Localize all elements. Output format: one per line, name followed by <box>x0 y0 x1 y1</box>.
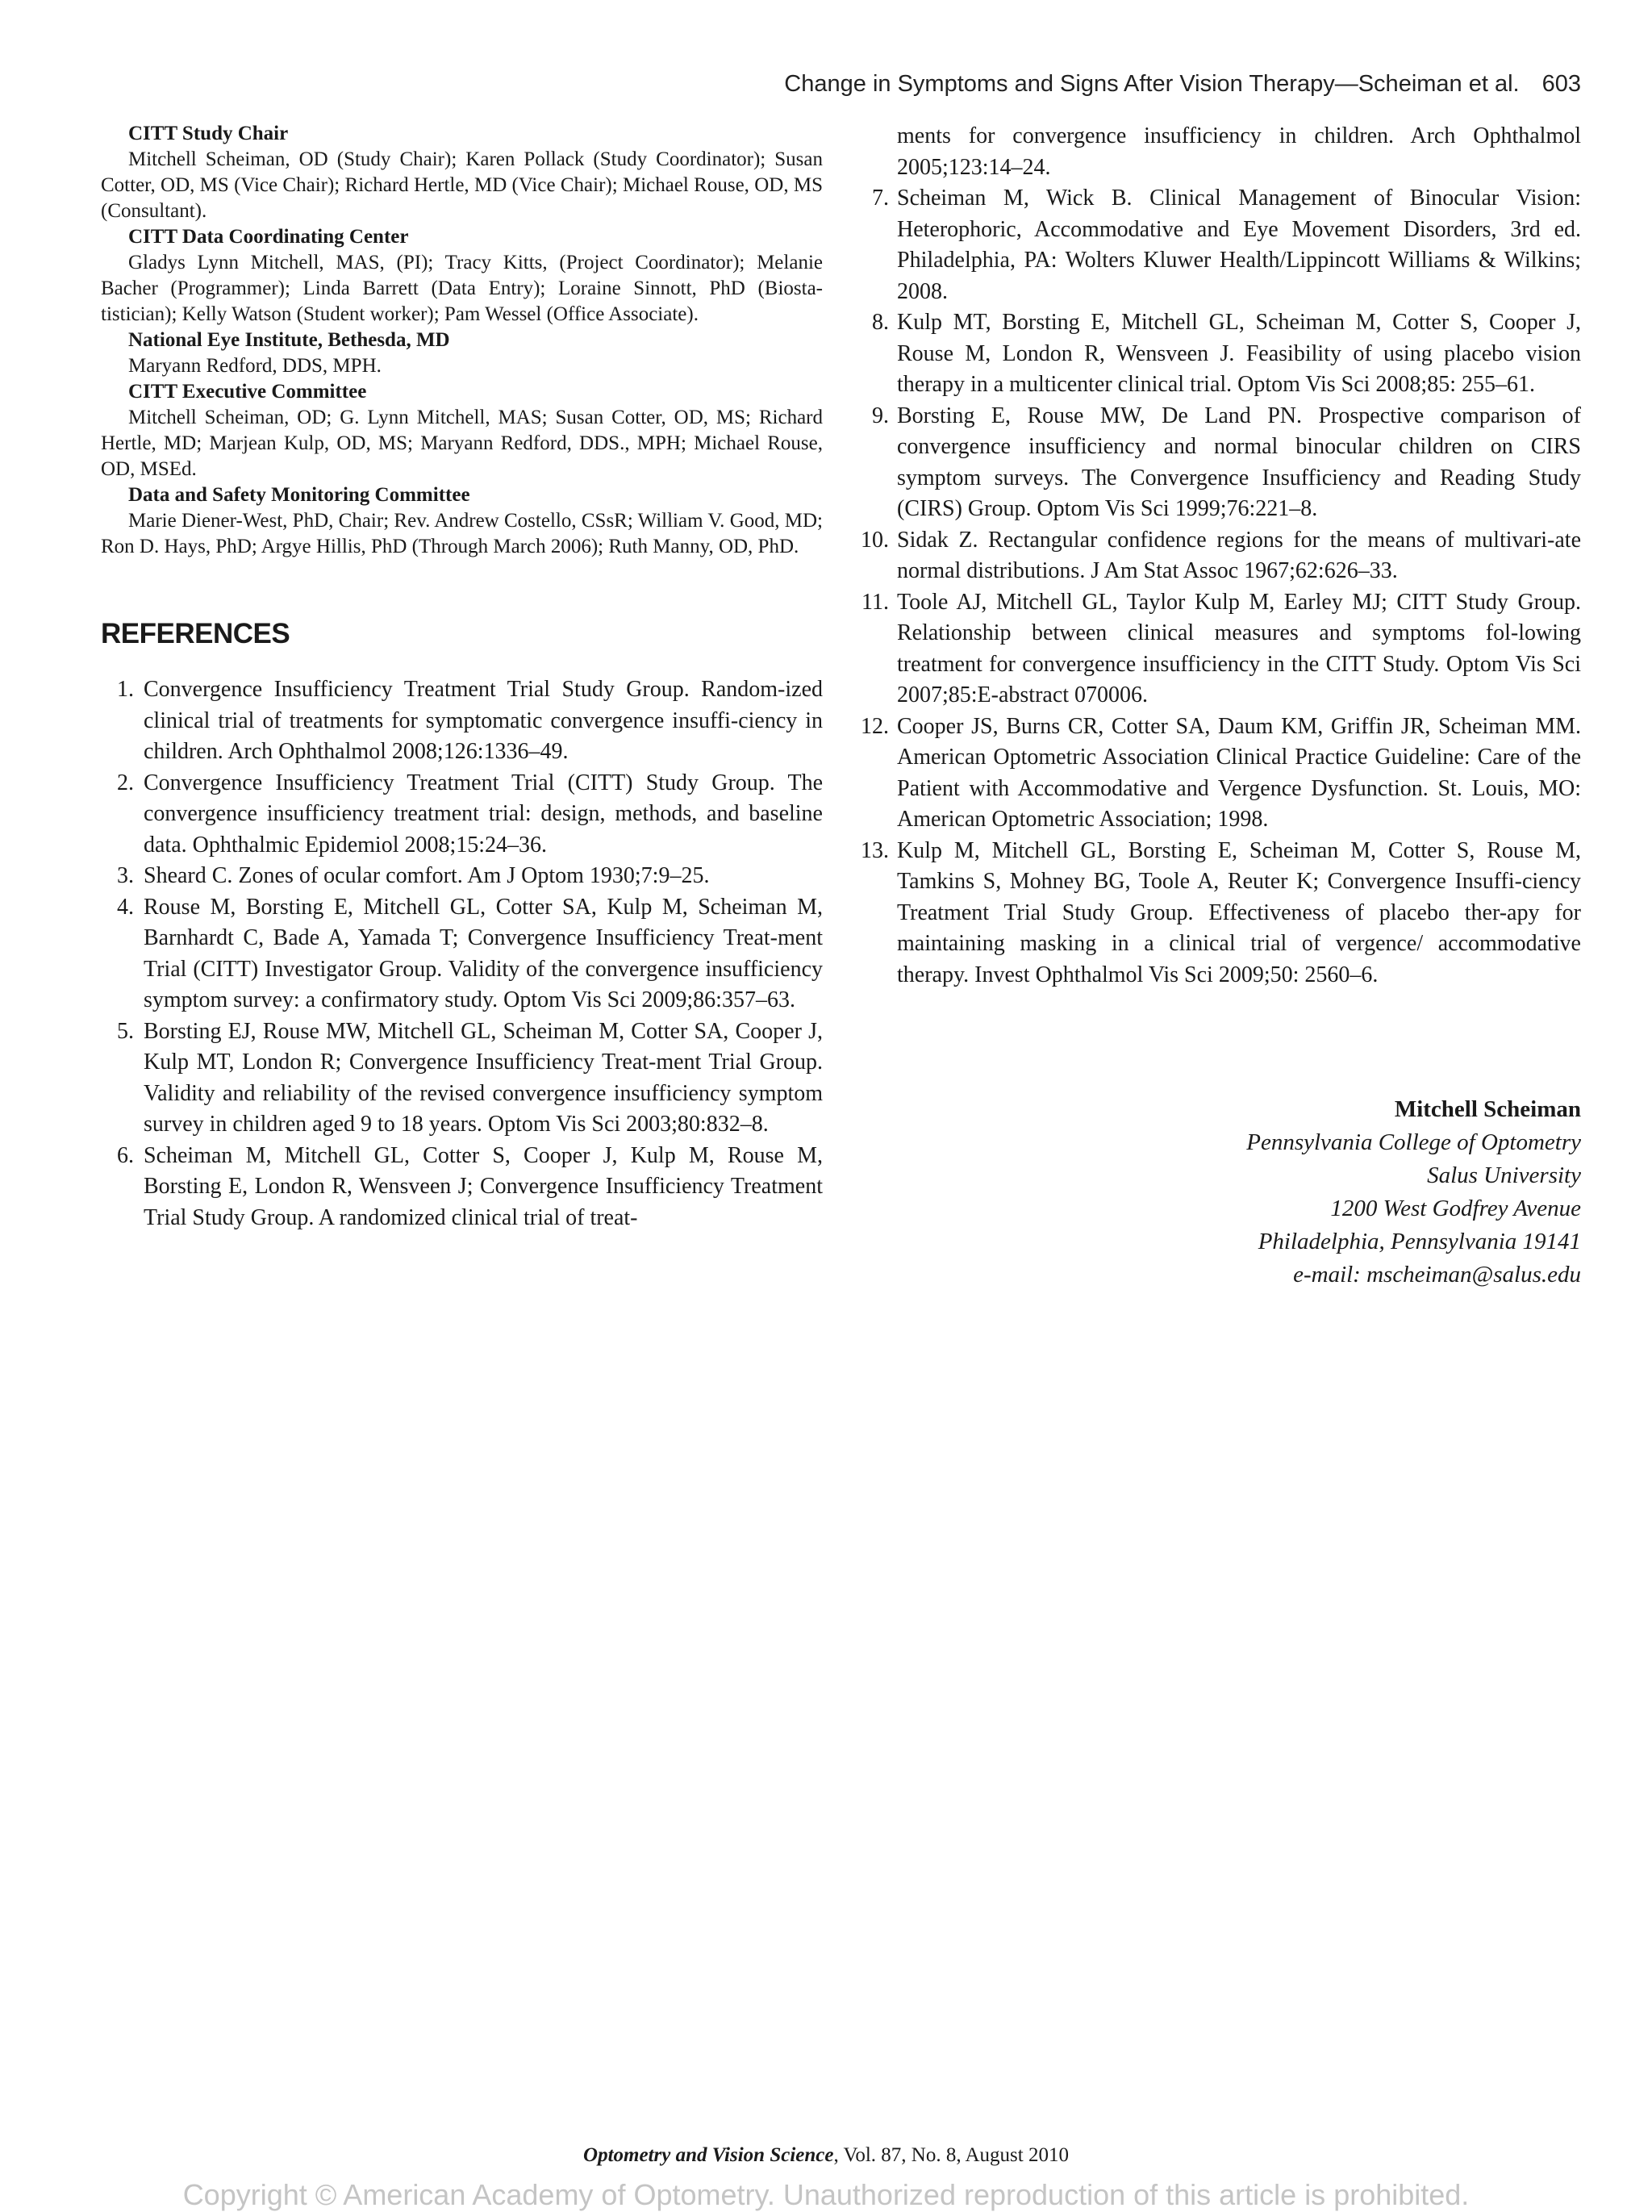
reference-text: Kulp M, Mitchell GL, Borsting E, Scheiman M, Cotter S, Rouse M, Tamkins S, Mohney BG, Toole A, Reuter K; Convergence Insuffi-ciency Treatment Trial Study Group. Effectiveness of placebo ther-apy for maintaining masking in a clinical trial of vergence/ accommodative therapy. Invest Ophthalmol Vis Sci 2009;50: 2560–6. <box>897 837 1581 987</box>
reference-item <box>857 712 1581 836</box>
reference-item <box>857 307 1581 401</box>
reference-number: 11. <box>861 589 889 615</box>
reference-item <box>857 183 1581 307</box>
reference-6-continuation: ments for convergence insufficiency in children. Arch Ophthalmol 2005;123:14–24. <box>897 123 1581 180</box>
reference-text: Sidak Z. Rectangular confidence regions for the means of multivari-ate normal distributions. J Am Stat Assoc 1967;62:626–33. <box>897 527 1581 583</box>
author-affiliation: Pennsylvania College of Optometry <box>1246 1129 1581 1155</box>
reference-number: 9. <box>872 403 889 428</box>
running-header <box>784 71 1581 98</box>
journal-issue: , Vol. 87, No. 8, August 2010 <box>833 2144 1069 2166</box>
reference-text: Convergence Insufficiency Treatment Trial Study Group. Random-ized clinical trial of treatments for symptomatic convergence insuffi-ciency in children. Arch Ophthalmol 2008;126:1336–49. <box>144 677 823 764</box>
reference-text: Scheiman M, Wick B. Clinical Management of Binocular Vision: Heterophoric, Accommodative and Eye Movement Disorders, 3rd ed. Philadelphia, PA: Wolters Kluwer Health/Lippincott Williams & Wilkins; 2008. <box>897 186 1581 304</box>
reference-item <box>857 525 1581 587</box>
left-column <box>101 121 823 1233</box>
running-title: Change in Symptoms and Signs After Vision Therapy—Scheiman et al. <box>784 71 1520 97</box>
author-institution: Salus University <box>1427 1162 1581 1188</box>
reference-number: 12. <box>861 713 889 739</box>
reference-number: 3. <box>117 863 134 888</box>
reference-item <box>857 587 1581 712</box>
reference-item <box>857 836 1581 991</box>
ack-body-data-center: Gladys Lynn Mitchell, MAS, (PI); Tracy Kitts, (Project Coordinator); Melanie Bacher (Programmer); Linda Barrett (Data Entry); Loraine Sinnott, PhD (Biosta-tistician); Kelly Watson (Student worker); Pam Wessel (Office Associate). <box>101 252 823 325</box>
reference-text: Toole AJ, Mitchell GL, Taylor Kulp M, Earley MJ; CITT Study Group. Relationship between clinical measures and symptoms fol-lowing treatment for convergence insufficiency in the CITT Study. Optom Vis Sci 2007;85:E-abstract 070006. <box>897 589 1581 707</box>
reference-item <box>857 401 1581 525</box>
reference-text: Borsting E, Rouse MW, De Land PN. Prospective comparison of convergence insufficiency and normal binocular children on CIRS symptom surveys. The Convergence Insufficiency and Reading Study (CIRS) Group. Optom Vis Sci 1999;76:221–8. <box>897 403 1581 521</box>
references-heading: REFERENCES <box>101 618 290 649</box>
reference-number: 1. <box>117 677 134 702</box>
reference-number: 10. <box>861 527 889 553</box>
reference-text: Sheard C. Zones of ocular comfort. Am J Optom 1930;7:9–25. <box>144 863 710 888</box>
reference-number: 8. <box>872 310 889 335</box>
ack-title-executive: CITT Executive Committee <box>128 381 367 403</box>
author-email[interactable]: e-mail: mscheiman@salus.edu <box>1293 1262 1581 1288</box>
reference-list-right <box>857 183 1581 991</box>
reference-text: Borsting EJ, Rouse MW, Mitchell GL, Scheiman M, Cotter SA, Cooper J, Kulp MT, London R; Convergence Insufficiency Treat-ment Trial Group. Validity and reliability of the revised convergence insufficiency symptom survey in children aged 9 to 18 years. Optom Vis Sci 2003;80:832–8. <box>144 1018 823 1137</box>
reference-item <box>101 768 823 862</box>
author-name: Mitchell Scheiman <box>1394 1096 1581 1122</box>
reference-text: Cooper JS, Burns CR, Cotter SA, Daum KM, Griffin JR, Scheiman MM. American Optometric Association Clinical Practice Guideline: Care of the Patient with Accommodative and Vergence Dysfunction. St. Louis, MO: American Optometric Association; 1998. <box>897 713 1581 832</box>
correspondence-author-block <box>1246 1093 1581 1292</box>
ack-body-study-chair: Mitchell Scheiman, OD (Study Chair); Karen Pollack (Study Coordinator); Susan Cotter, OD, MS (Vice Chair); Richard Hertle, MD (Vice Chair); Michael Rouse, OD, MS (Consultant). <box>101 148 823 222</box>
reference-number: 7. <box>872 186 889 211</box>
author-street: 1200 West Godfrey Avenue <box>1330 1196 1581 1221</box>
reference-text: Kulp MT, Borsting E, Mitchell GL, Scheiman M, Cotter S, Cooper J, Rouse M, London R, Wensveen J. Feasibility of using placebo vision therapy in a multicenter clinical trial. Optom Vis Sci 2008;85: 255–61. <box>897 310 1581 397</box>
ack-title-nei: National Eye Institute, Bethesda, MD <box>128 329 450 351</box>
right-column <box>857 121 1581 991</box>
reference-text: Rouse M, Borsting E, Mitchell GL, Cotter SA, Kulp M, Scheiman M, Barnhardt C, Bade A, Yamada T; Convergence Insufficiency Treat-ment Trial (CITT) Investigator Group. Validity of the convergence insufficiency symptom survey: a confirmatory study. Optom Vis Sci 2009;86:357–63. <box>144 894 823 1012</box>
reference-item <box>101 674 823 768</box>
acknowledgments <box>101 121 823 560</box>
reference-text: Convergence Insufficiency Treatment Trial (CITT) Study Group. The convergence insufficiency treatment trial: design, methods, and baseline data. Ophthalmic Epidemiol 2008;15:24–36. <box>144 770 823 858</box>
reference-number: 4. <box>117 894 134 920</box>
reference-list-left <box>101 674 823 1233</box>
ack-body-nei: Maryann Redford, DDS, MPH. <box>128 355 382 377</box>
reference-number: 5. <box>117 1018 134 1044</box>
author-city: Philadelphia, Pennsylvania 19141 <box>1258 1229 1581 1254</box>
ack-title-data-center: CITT Data Coordinating Center <box>128 226 409 248</box>
reference-item <box>101 861 823 892</box>
reference-number: 2. <box>117 770 134 795</box>
reference-item <box>101 1016 823 1141</box>
reference-item <box>101 892 823 1016</box>
ack-body-executive: Mitchell Scheiman, OD; G. Lynn Mitchell, MAS; Susan Cotter, OD, MS; Richard Hertle, MD; Marjean Kulp, OD, MS; Maryann Redford, DDS., MPH; Michael Rouse, OD, MSEd. <box>101 407 823 480</box>
reference-item <box>101 1141 823 1234</box>
ack-title-study-chair: CITT Study Chair <box>128 123 289 144</box>
reference-number: 6. <box>117 1142 134 1168</box>
ack-title-dsmc: Data and Safety Monitoring Committee <box>128 484 470 506</box>
reference-number: 13. <box>861 837 889 863</box>
copyright-notice: Copyright © American Academy of Optometry. Unauthorized reproduction of this article is prohibited. <box>182 2178 1470 2211</box>
journal-name: Optometry and Vision Science <box>583 2144 834 2166</box>
reference-text: Scheiman M, Mitchell GL, Cotter S, Cooper J, Kulp M, Rouse M, Borsting E, London R, Wensveen J; Convergence Insufficiency Treatment Trial Study Group. A randomized clinical trial of treat- <box>144 1142 823 1230</box>
ack-body-dsmc: Marie Diener-West, PhD, Chair; Rev. Andrew Costello, CSsR; William V. Good, MD; Ron D. Hays, PhD; Argye Hillis, PhD (Through March 2006); Ruth Manny, OD, PhD. <box>101 510 823 557</box>
page-number: 603 <box>1541 71 1581 97</box>
journal-footer <box>0 2144 1652 2167</box>
